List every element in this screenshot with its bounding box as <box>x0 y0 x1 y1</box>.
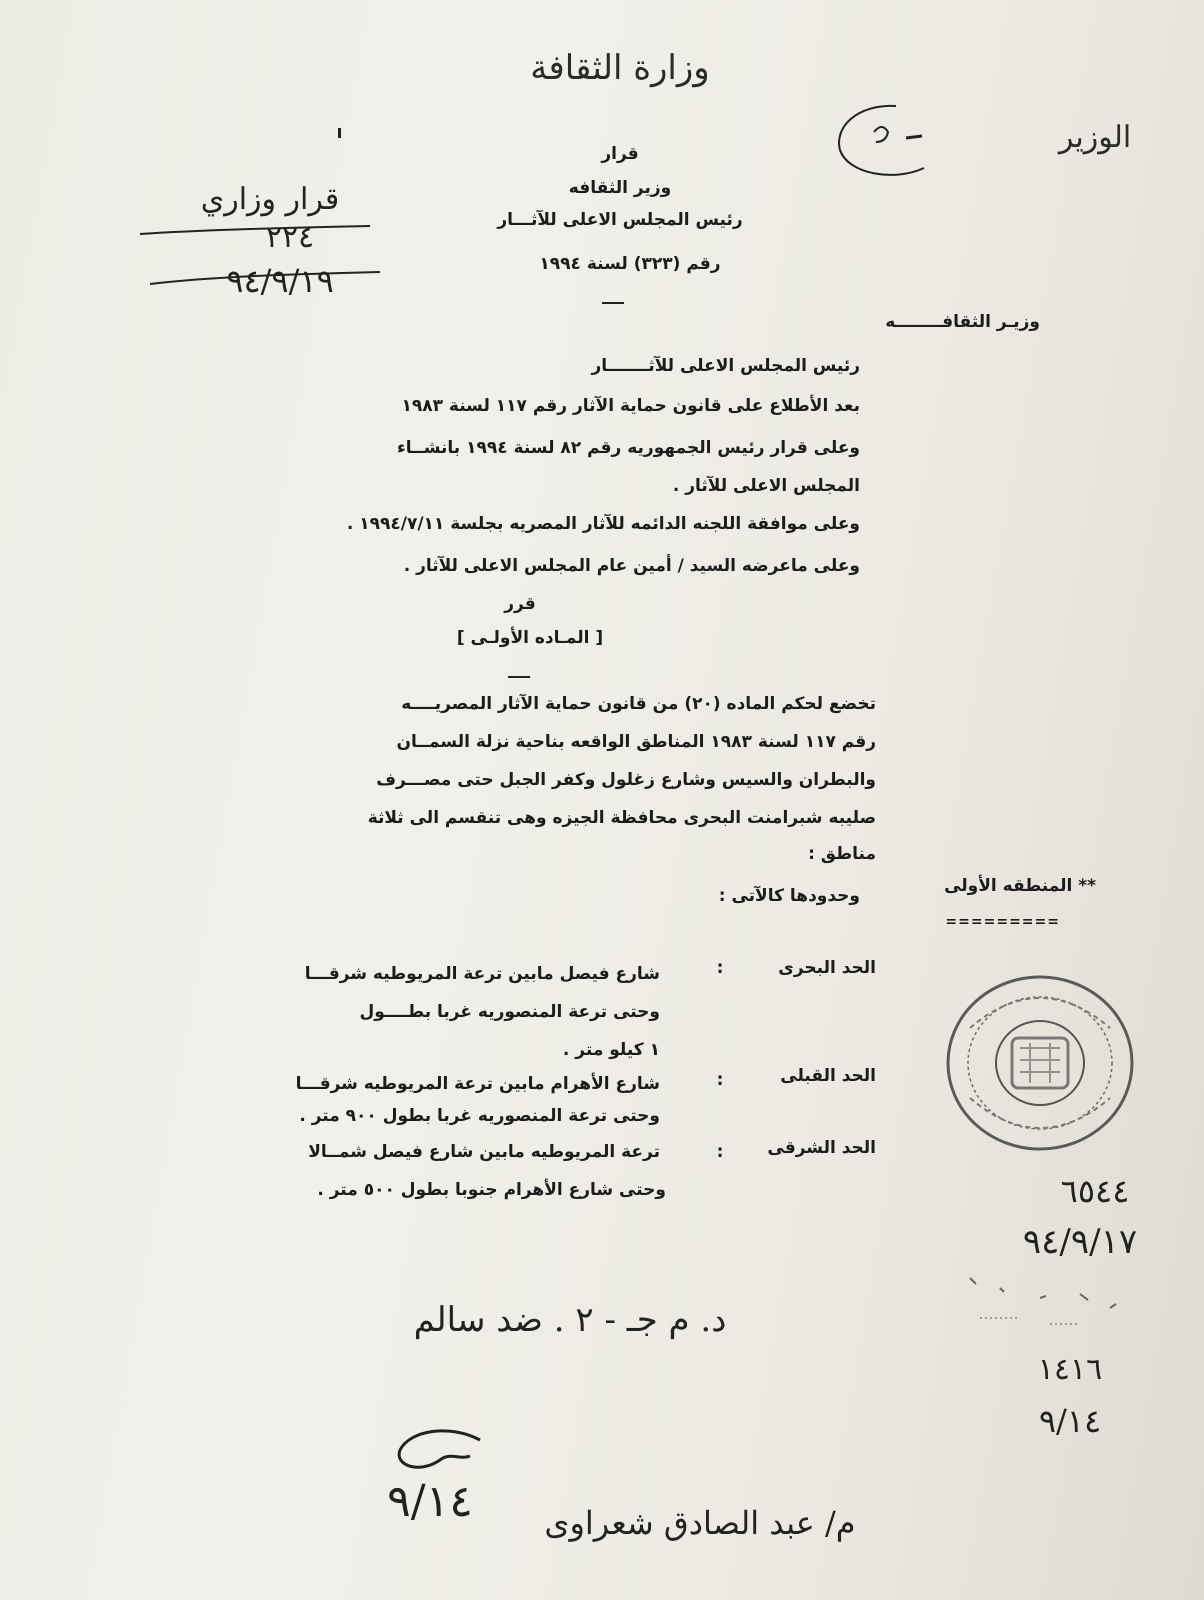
handwritten-note-2: م/ عبد الصادق شعراوى <box>544 1504 856 1542</box>
boundary-label: الحد الشرقى <box>767 1138 876 1158</box>
signer-title-1: وزيـر الثقافــــــــه <box>885 312 1040 332</box>
handwritten-ref-line1: قرار وزاري <box>200 182 340 217</box>
boundary-text-line1: شارع فيصل مابين ترعة المريوطيه شرقـــا <box>304 964 660 984</box>
tick-mark <box>338 128 341 138</box>
boundary-colon: : <box>716 1070 724 1090</box>
boundary-text-line3: ١ كيلو متر . <box>562 1040 660 1060</box>
council-head-line: رئيس المجلس الاعلى للآثـــار <box>497 210 743 230</box>
boundary-colon: : <box>716 1142 724 1162</box>
circle-mark-icon <box>826 98 956 188</box>
recital-2b: المجلس الاعلى للآثار . <box>672 476 860 496</box>
boundary-text-line2: وحتى شارع الأهرام جنوبا بطول ٥٠٠ متر . <box>317 1180 666 1200</box>
boundary-label: الحد البحرى <box>778 958 876 978</box>
handwritten-ref-right-2: ١٤١٦ <box>1037 1352 1103 1387</box>
boundary-text-line2: وحتى ترعة المنصوريه غربا بطول ٩٠٠ متر . <box>299 1106 660 1126</box>
handwritten-ref-line2: ٢٢٤ <box>265 220 315 255</box>
recital-3: وعلى موافقة اللجنه الدائمه للآثار المصريه بجلسة ١٩٩٤/٧/١١ . <box>346 514 860 534</box>
boundary-text-line2: وحتى ترعة المنصوريه غربا بطــــول <box>359 1002 660 1022</box>
handwritten-date-right-1: ٩٤/٩/١٧ <box>1022 1222 1138 1262</box>
article-1-heading: [ المـاده الأولـى ] <box>456 628 604 648</box>
ministry-title: وزارة الثقافة <box>530 48 710 88</box>
handwritten-bottom-date: ٩/١٤ <box>387 1476 473 1527</box>
title-separator <box>602 302 624 304</box>
boundary-colon: : <box>716 958 724 978</box>
faint-stamp-marks <box>960 1268 1160 1348</box>
article-text-line1: تخضع لحكم الماده (٢٠) من قانون حماية الآثار المصريــــه <box>401 694 876 714</box>
official-stamp <box>940 968 1140 1158</box>
signature-icon <box>380 1420 500 1480</box>
decided-heading: قرر <box>504 594 536 614</box>
article-text-line5: مناطق : <box>808 844 876 864</box>
zone-1-intro: وحدودها كالآتى : <box>718 886 860 906</box>
article-text-line4: صليبه شبرامنت البحرى محافظة الجيزه وهى تنقسم الى ثلاثة <box>367 808 876 828</box>
handwritten-ref-right-1: ٦٥٤٤ <box>1060 1172 1130 1210</box>
article-text-line2: رقم ١١٧ لسنة ١٩٨٣ المناطق الواقعه بناحية نزلة السمــان <box>396 732 876 752</box>
recital-4: وعلى ماعرضه السيد / أمين عام المجلس الاعلى للآثار . <box>403 556 860 576</box>
boundary-label: الحد القبلى <box>780 1066 876 1086</box>
boundary-text-line1: شارع الأهرام مابين ترعة المريوطيه شرقـــا <box>295 1074 660 1094</box>
article-separator <box>508 676 530 678</box>
decision-title: قرار <box>601 144 639 164</box>
handwritten-ref-line3: ٩٤/٩/١٩ <box>226 262 334 300</box>
minister-line: وزير الثقافه <box>568 178 672 198</box>
minister-label: الوزير <box>1058 120 1132 155</box>
handwritten-date-right-2: ٩/١٤ <box>1038 1402 1102 1440</box>
recital-1: بعد الأطلاع على قانون حماية الآثار رقم ١١٧ لسنة ١٩٨٣ <box>401 396 860 416</box>
zone-1-underline: ========= <box>945 914 1060 930</box>
article-text-line3: والبطران والسيس وشارع زغلول وكفر الجبل حتى مصـــرف <box>376 770 876 790</box>
recital-2a: وعلى قرار رئيس الجمهوريه رقم ٨٢ لسنة ١٩٩٤ بانشــاء <box>397 438 860 458</box>
decision-number-line: رقم (٣٢٣) لسنة ١٩٩٤ <box>539 254 721 274</box>
handwritten-ref-lines <box>130 200 390 310</box>
zone-1-title: ** المنطقه الأولى <box>944 876 1096 896</box>
handwritten-note-1: د. م جـ - ٢ . ضد سالم <box>413 1300 727 1340</box>
signer-title-2: رئيس المجلس الاعلى للآثـــــــار <box>591 356 860 376</box>
boundary-text-line1: ترعة المريوطيه مابين شارع فيصل شمــالا <box>308 1142 660 1162</box>
